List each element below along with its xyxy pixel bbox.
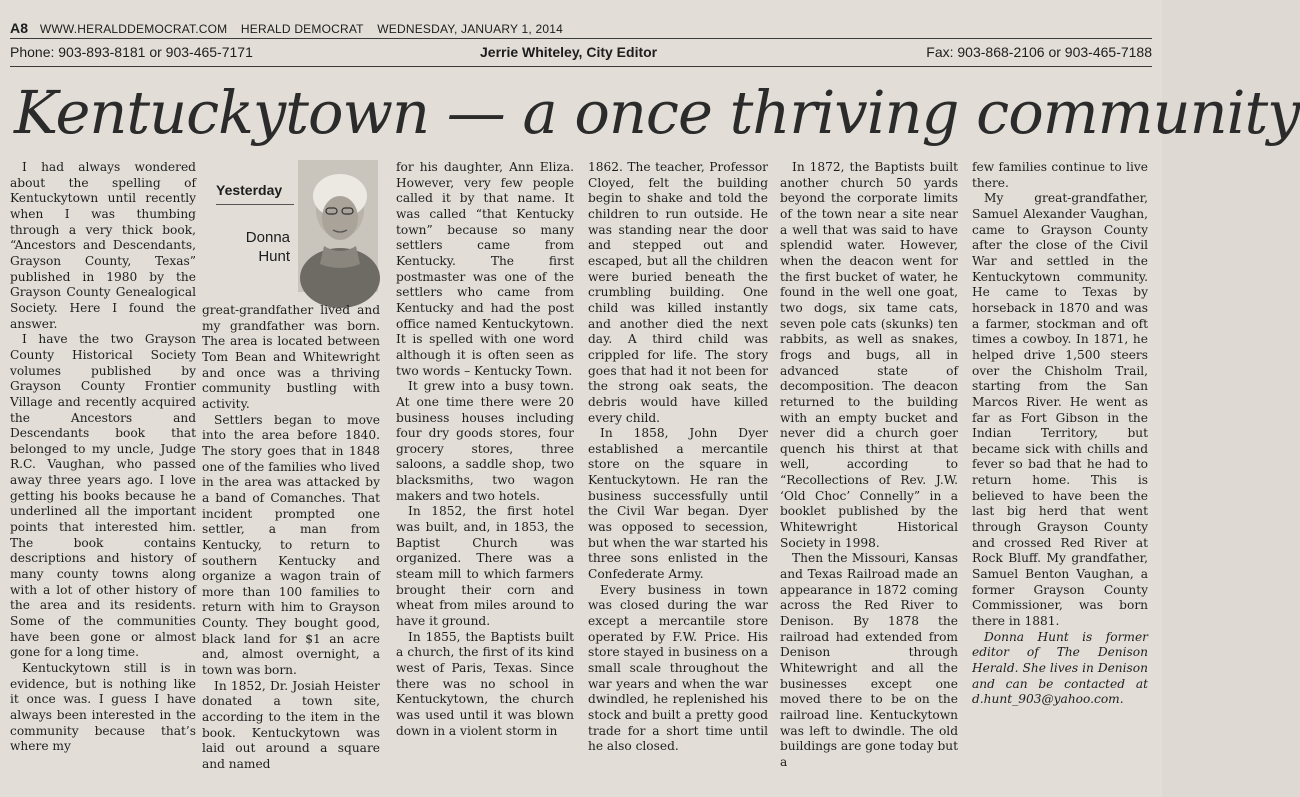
author-portrait-image [298, 160, 378, 292]
article-paragraph: few families continue to live there. [972, 160, 1148, 190]
article-paragraph: In 1852, Dr. Josiah Heister donated a town site, according to the item in the book. Kentuckytown was laid out around a square and named [202, 678, 380, 772]
article-column-3 [396, 160, 574, 739]
article-paragraph: 1862. The teacher, Professor Cloyed, felt the building begin to shake and told the children to run outside. He was standing near the door and stepped out and escaped, but all the children were buried beneath the crumbling building. One child was killed instantly and another died the next day. A third child was crippled for life. The story goes that had it not been for the strong oak seats, the debris would have killed every child. [588, 160, 768, 425]
article-column-1 [10, 160, 196, 755]
author-last-name: Hunt [258, 248, 290, 265]
article-paragraph: Settlers began to move into the area before 1840. The story goes that in 1848 one of the families who lived in the area was attacked by a band of Comanches. That incident prompted one settler, a man from Kentucky, to return to southern Kentucky and organize a wagon train of more than 100 families to return with him to Grayson County. They bought good, black land for $1 an acre and, almost overnight, a town was born. [202, 412, 380, 678]
author-photo [298, 160, 378, 292]
article-paragraph: I have the two Grayson County Historical Society volumes published by Grayson County Frontier Village and recently acquired the Ancestors and Descendants book that belonged to my uncle, Judge R.C. Vaughan, who passed away three years ago. I love getting his books because he underlined all the important points that interested him. The book contains descriptions and history of many county towns along with a lot of other history of the area and its residents. Some of the communities have been gone or almost gone for a long time. [10, 332, 196, 660]
byline-rule [216, 204, 294, 205]
article-paragraph: great-grandfather lived and my grandfather was born. The area is located between Tom Bean and Whitewright and once was a thriving community bustling with activity. [202, 303, 380, 411]
paper-name: HERALD DEMOCRAT [240, 22, 364, 36]
city-editor: Jerrie Whiteley, City Editor [480, 44, 658, 60]
article-paragraph: Then the Missouri, Kansas and Texas Railroad made an appearance in 1872 coming across the Red River to Denison. By 1878 the railroad had extended from Denison through Whitewright and all the businesses except one moved there to be on the railroad line. Kentuckytown was left to dwindle. The old buildings are gone today but a [780, 551, 958, 769]
article-column-5 [780, 160, 958, 771]
author-first-name: Donna [245, 229, 290, 246]
article-paragraph: It grew into a busy town. At one time there were 20 business houses including four dry goods stores, four grocery stores, three saloons, a saddle shop, two blacksmiths, two wagon makers and two hotels. [396, 379, 574, 503]
article-paragraph: I had always wondered about the spelling of Kentuckytown until recently when I was thumbing through a very thick book, “Ancestors and Descendants, Grayson County, Texas” published in 1980 by the Grayson County Genealogical Society. Here I found the answer. [10, 160, 196, 331]
author-name [246, 228, 290, 266]
article-paragraph: My great-grandfather, Samuel Alexander Vaughan, came to Grayson County after the close of the Civil War and settled in the Kentuckytown community. He came to Texas by horseback in 1870 and was a farmer, stockman and oft times a cowboy. In 1871, he helped drive 1,500 steers over the Chisholm Trail, starting from the San Marcos River. He went as far as Fort Gibson in the Indian Territory, but became sick with chills and fever so bad that he had to return home. This is believed to have been the last big herd that went through Grayson County and crossed Red River at Rock Bluff. My grandfather, Samuel Benton Vaughan, a former Grayson County Commissioner, was born there in 1881. [972, 191, 1148, 629]
article-column-6 [972, 160, 1148, 708]
column-label: Yesterday [216, 182, 283, 198]
article-paragraph: In 1872, the Baptists built another church 50 yards beyond the corporate limits of the town near a site near a well that was said to have splendid water. However, when the deacon went for the first bucket of water, he found in the well one goat, two dogs, six tame cats, seven pole cats (skunks) ten rabbits, as well as snakes, frogs and bugs, all in advanced state of decomposition. The deacon returned to the building with an empty bucket and never did a church goer quench his thirst at that well, according to “Recollections of Rev. J.W. ‘Old Choc’ Connelly” in a booklet published by the Whitewright Historical Society in 1998. [780, 160, 958, 550]
article-paragraph: In 1858, John Dyer established a mercantile store on the square in Kentuckytown. He ran the business successfully until the Civil War began. Dyer was opposed to secession, but when the war started his three sons enlisted in the Confederate Army. [588, 426, 768, 582]
article-paragraph: Every business in town was closed during the war except a mercantile store operated by F.W. Price. His store stayed in business on a small scale throughout the war years and when the war dwindled, he replenished his stock and built a pretty good trade for a short time until he also closed. [588, 582, 768, 754]
fax-numbers: Fax: 903-868-2106 or 903-465-7188 [926, 44, 1152, 60]
contact-row [10, 44, 1152, 64]
article-column-2 [202, 303, 380, 773]
issue-date: WEDNESDAY, JANUARY 1, 2014 [377, 22, 563, 36]
site-url: WWW.HERALDDEMOCRAT.COM [39, 22, 228, 36]
article-column-4 [588, 160, 768, 755]
article-paragraph: for his daughter, Ann Eliza. However, very few people called it by that name. It was called “that Kentucky town” because so many settlers came from Kentucky. The first postmaster was one of the settlers who came from Kentucky and had the post office named Kentuckytown. It is spelled with one word although it is often seen as two words – Kentucky Town. [396, 160, 574, 378]
byline-box [200, 160, 296, 300]
article-paragraph: In 1852, the first hotel was built, and, in 1853, the Baptist Church was organized. There was a steam mill to which farmers brought their corn and wheat from miles around to have it ground. [396, 504, 574, 629]
page-folio [10, 20, 573, 36]
contact-rule [10, 66, 1152, 67]
page-number: A8 [10, 20, 29, 36]
phone-numbers: Phone: 903-893-8181 or 903-465-7171 [10, 44, 253, 60]
author-bio: Donna Hunt is former editor of The Denison Herald. She lives in Denison and can be contacted at d.hunt_903@yahoo.com. [972, 629, 1148, 707]
article-paragraph: Kentuckytown still is in evidence, but is nothing like it once was. I guess I have always been interested in the community because that’s where my [10, 661, 196, 754]
folio-rule [10, 38, 1152, 39]
headline: Kentuckytown — a once thriving community [14, 78, 1300, 147]
article-paragraph: In 1855, the Baptists built a church, the first of its kind west of Paris, Texas. Since there was no school in Kentuckytown, the church was used until it was blown down in a violent storm in [396, 629, 574, 738]
